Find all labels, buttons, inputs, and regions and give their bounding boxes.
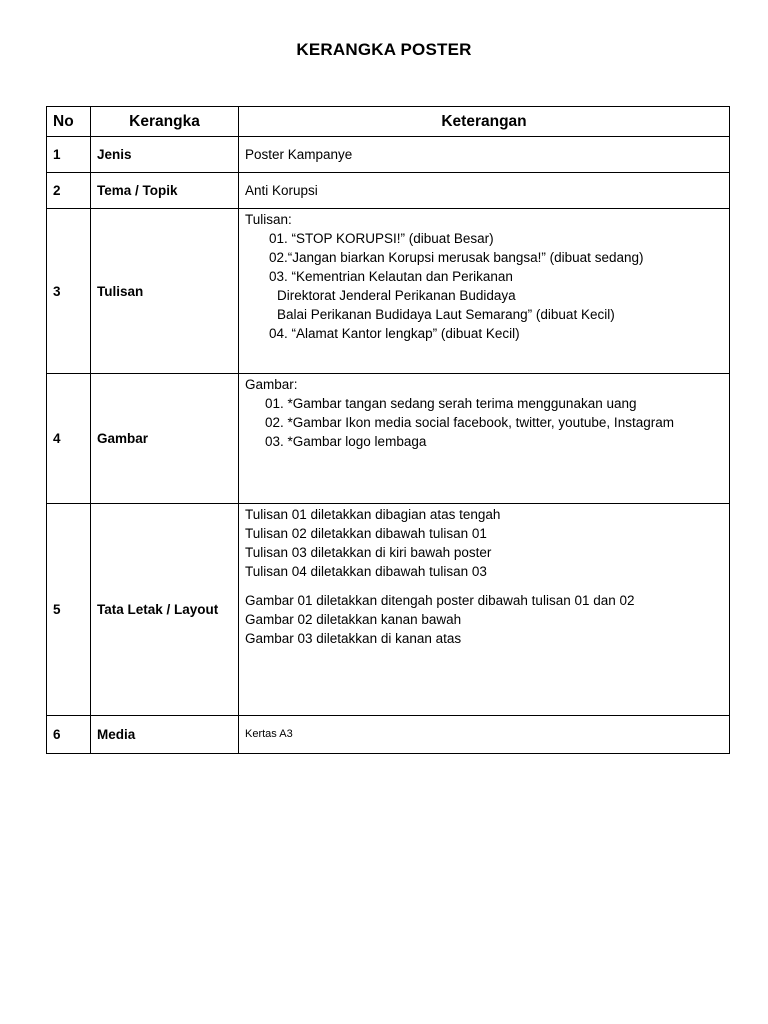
- poster-framework-table: [46, 106, 730, 754]
- row-number: 4: [47, 374, 91, 504]
- layout-line: Gambar 02 diletakkan kanan bawah: [245, 612, 462, 627]
- table-row: [47, 137, 730, 173]
- row-kerangka: Tata Letak / Layout: [91, 504, 239, 716]
- table-row: [47, 504, 730, 716]
- row-keterangan: [239, 209, 730, 374]
- row-number: 5: [47, 504, 91, 716]
- page-title: KERANGKA POSTER: [296, 40, 472, 59]
- layout-line: Tulisan 03 diletakkan di kiri bawah poster: [245, 545, 492, 560]
- header-kerangka: Kerangka: [91, 107, 239, 137]
- row-number: 3: [47, 209, 91, 374]
- row-kerangka: Gambar: [91, 374, 239, 504]
- layout-line: Tulisan 01 diletakkan dibagian atas tengah: [245, 507, 501, 522]
- row-kerangka: Media: [91, 716, 239, 754]
- layout-line: Gambar 01 diletakkan ditengah poster dibawah tulisan 01 dan 02: [245, 593, 635, 608]
- table-row: [47, 374, 730, 504]
- gambar-line: 02. *Gambar Ikon media social facebook, twitter, youtube, Instagram: [265, 415, 674, 430]
- tulisan-line: 01. “STOP KORUPSI!” (dibuat Besar): [269, 231, 494, 246]
- row-kerangka: Jenis: [91, 137, 239, 173]
- tulisan-line: Tulisan:: [245, 212, 292, 227]
- layout-line: Gambar 03 diletakkan di kanan atas: [245, 631, 462, 646]
- table-row: [47, 716, 730, 754]
- row-kerangka: Tulisan: [91, 209, 239, 374]
- table-row: [47, 209, 730, 374]
- tulisan-line: 03. “Kementrian Kelautan dan Perikanan: [269, 269, 513, 284]
- layout-line: Tulisan 02 diletakkan dibawah tulisan 01: [245, 526, 487, 541]
- tulisan-line: 04. “Alamat Kantor lengkap” (dibuat Kecil): [269, 326, 520, 341]
- row-keterangan: Poster Kampanye: [239, 137, 730, 173]
- row-keterangan: [239, 374, 730, 504]
- header-keterangan: Keterangan: [239, 107, 730, 137]
- row-keterangan: [239, 504, 730, 716]
- row-keterangan: Anti Korupsi: [239, 173, 730, 209]
- header-no: No: [47, 107, 91, 137]
- tulisan-line: 02.“Jangan biarkan Korupsi merusak bangsa!” (dibuat sedang): [269, 250, 644, 265]
- gambar-line: Gambar:: [245, 377, 298, 392]
- row-kerangka: Tema / Topik: [91, 173, 239, 209]
- table-row: [47, 173, 730, 209]
- gambar-line: 03. *Gambar logo lembaga: [265, 434, 427, 449]
- row-keterangan: Kertas A3: [239, 716, 730, 754]
- row-number: 6: [47, 716, 91, 754]
- row-number: 1: [47, 137, 91, 173]
- row-number: 2: [47, 173, 91, 209]
- tulisan-line: Balai Perikanan Budidaya Laut Semarang” (dibuat Kecil): [277, 307, 615, 322]
- table-header-row: [47, 107, 730, 137]
- spacer: [245, 581, 723, 591]
- gambar-line: 01. *Gambar tangan sedang serah terima menggunakan uang: [265, 396, 637, 411]
- tulisan-line: Direktorat Jenderal Perikanan Budidaya: [277, 288, 516, 303]
- layout-line: Tulisan 04 diletakkan dibawah tulisan 03: [245, 564, 487, 579]
